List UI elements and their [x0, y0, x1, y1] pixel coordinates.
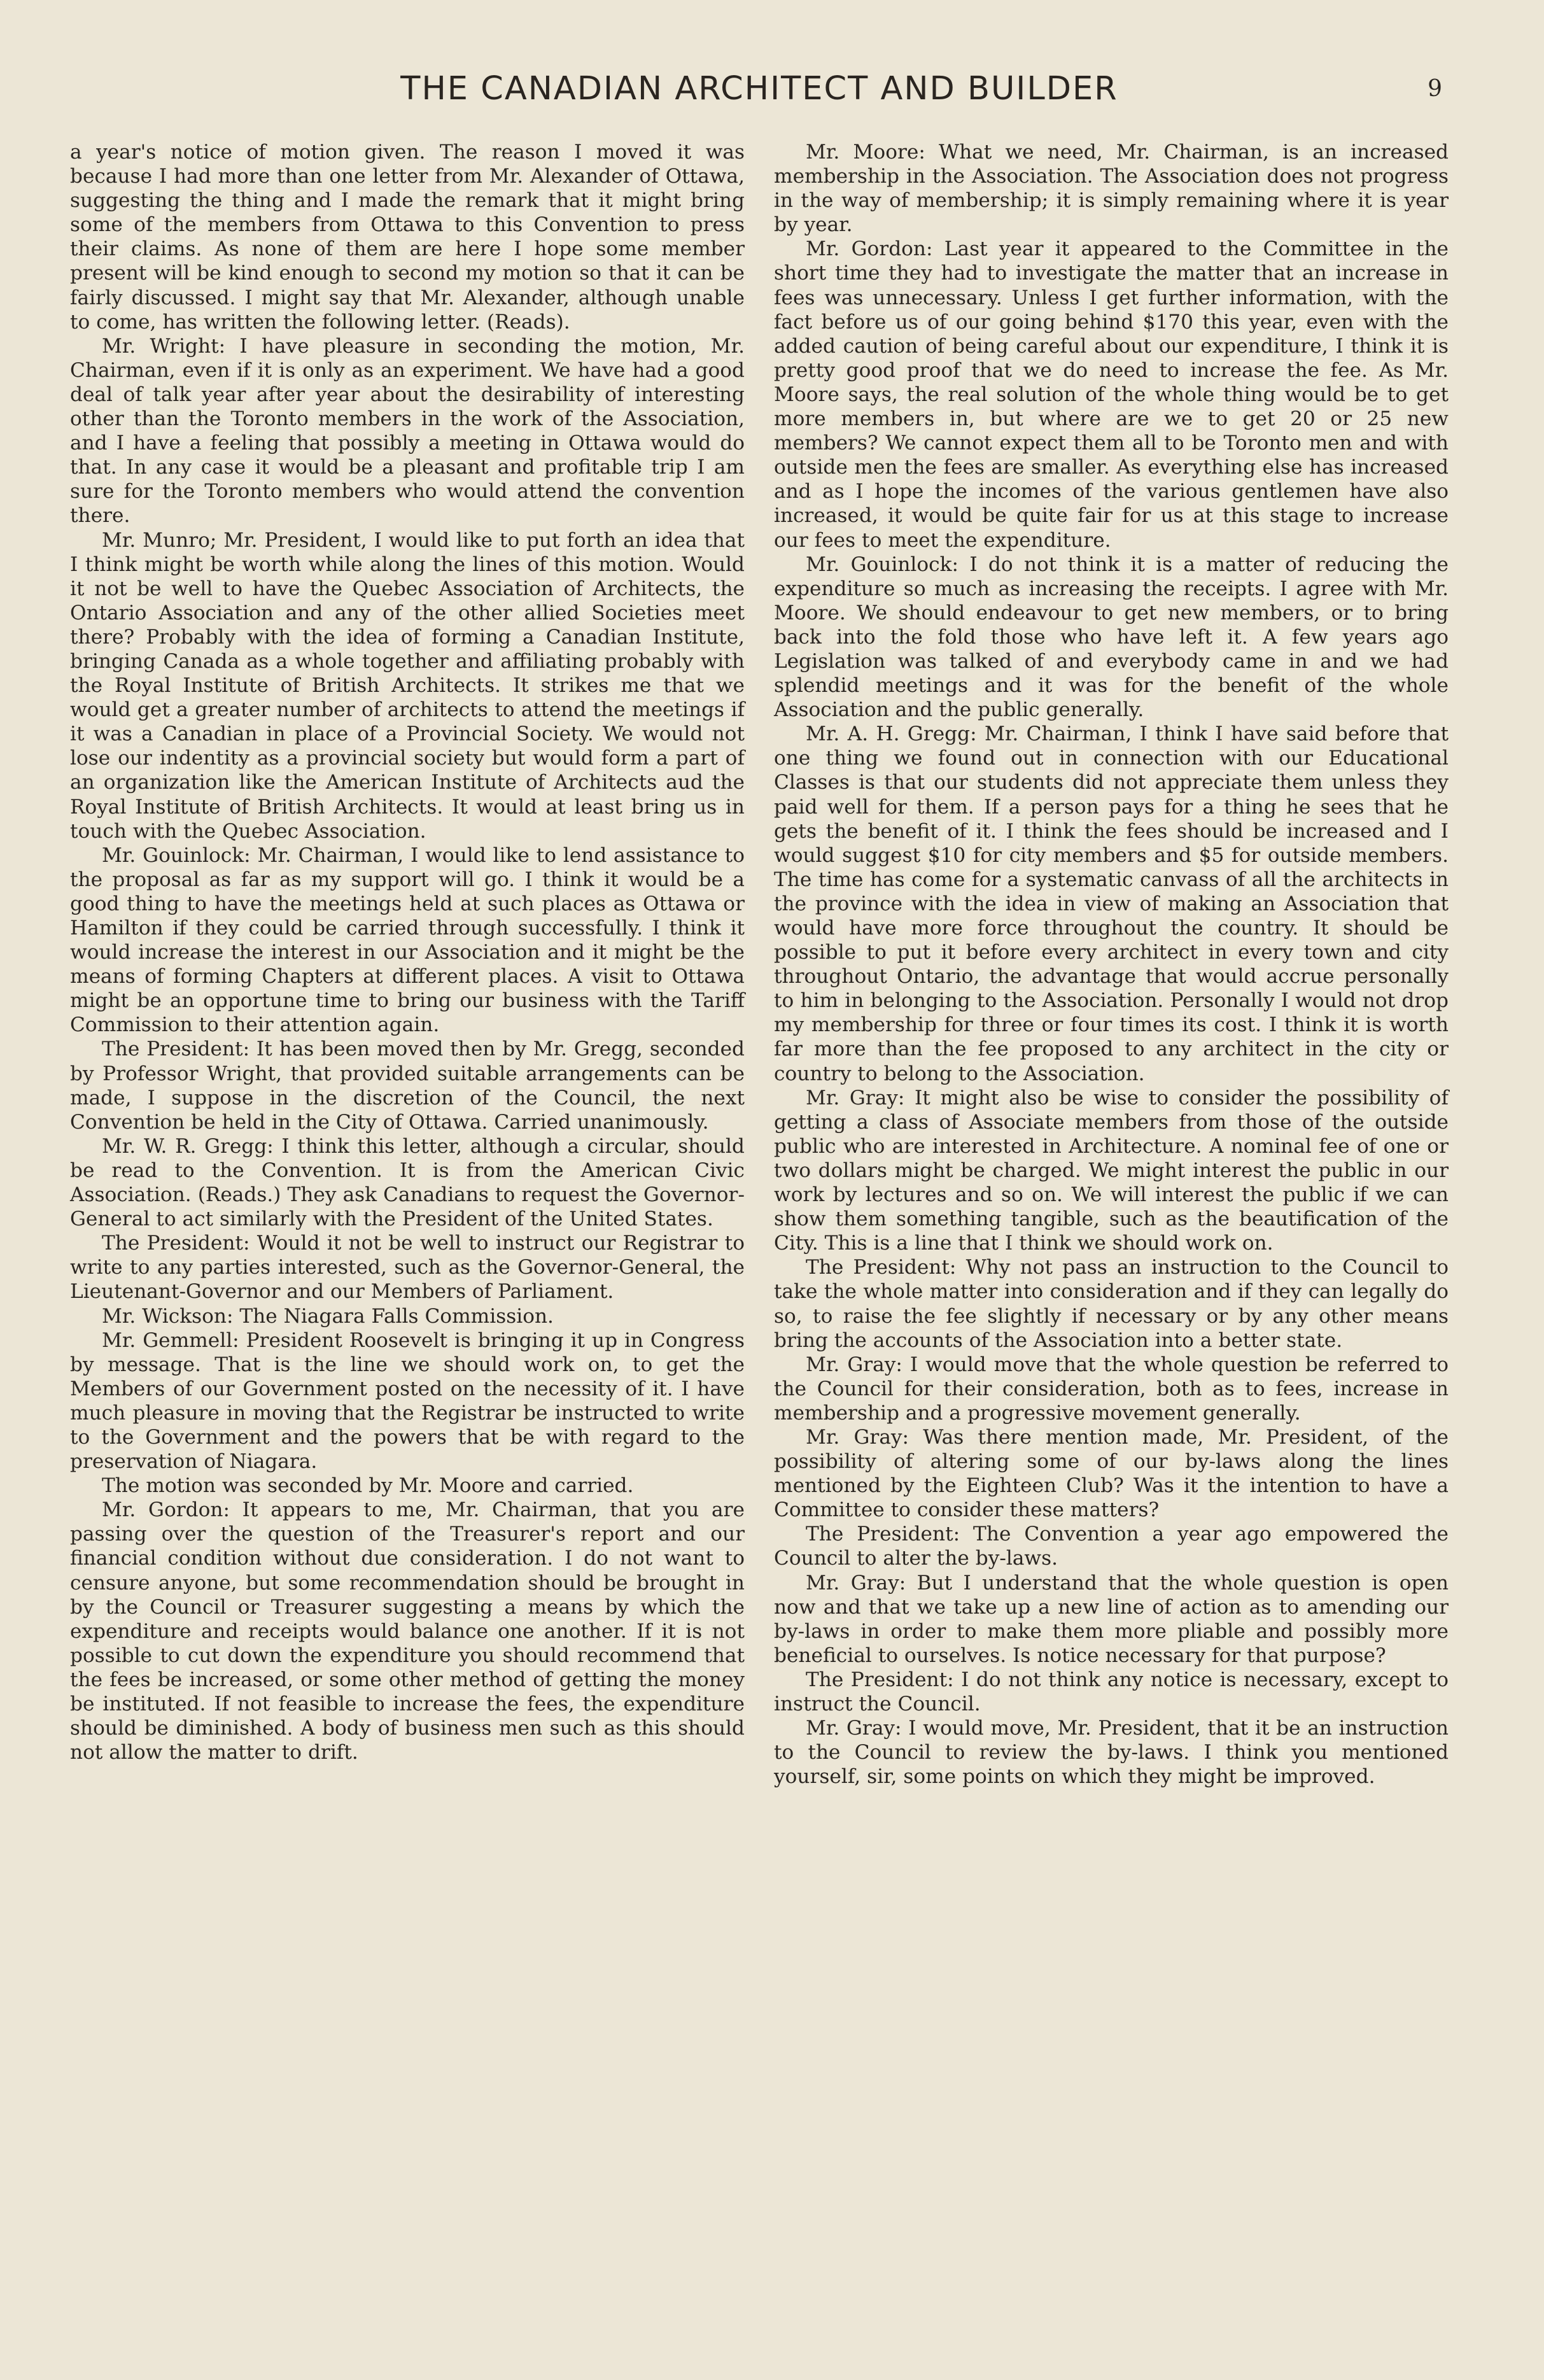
paragraph: a year's notice of motion given. The reason I moved it was because I had more than one letter from Mr. Alexander of Ottawa, suggesting the thing and I made the remark that it might bring some of the members from Ottawa to this Convention to press their claims. As none of them are here I hope some member present will be kind enough to second my motion so that it can be fairly discussed. I might say that Mr. Alexander, although unable to come, has written the following letter. (Reads). — [70, 141, 745, 334]
paragraph: The President: I do not think any notice is necessary, except to instruct the Council. — [774, 1668, 1449, 1715]
paragraph: Mr. Gordon: It appears to me, Mr. Chairman, that you are passing over the question of the Treasurer's report and our financial condition without due consideration. I do not want to censure anyone, but some recommendation should be brought in by the Council or Treasurer suggesting a means by which the expenditure and receipts would balance one another. If it is not possible to cut down the expenditure you should recommend that the fees be increased, or some other method of getting the money be instituted. If not feasible to increase the fees, the expenditure should be diminished. A body of business men such as this should not allow the matter to drift. — [70, 1498, 745, 1764]
paragraph: Mr. Moore: What we need, Mr. Chairman, is an increased membership in the Association. The Association does not progress in the way of membership; it is simply remaining where it is year by year. — [774, 141, 1449, 237]
paragraph: Mr. Gordon: Last year it appeared to the Committee in the short time they had to investigate the matter that an increase in fees was unnecessary. Unless I get further information, with the fact before us of our going behind $170 this year, even with the added caution of being careful about our expenditure, I think it is pretty good proof that we do need to increase the fee. As Mr. Moore says, the real solution of the whole thing would be to get more members in, but where are we to get 20 or 25 new members? We cannot expect them all to be Toronto men and with outside men the fees are smaller. As everything else has increased and as I hope the incomes of the various gentlemen have also increased, it would be quite fair for us at this stage to increase our fees to meet the expenditure. — [774, 237, 1449, 552]
paragraph: Mr. Wright: I have pleasure in seconding the motion, Mr. Chairman, even if it is only as an experiment. We have had a good deal of talk year after year about the desirability of interesting other than the Toronto members in the work of the Association, and I have a feeling that possibly a meeting in Ottawa would do that. In any case it would be a pleasant and profitable trip I am sure for the Toronto members who would attend the convention there. — [70, 334, 745, 528]
paragraph: The President: Would it not be well to instruct our Registrar to write to any parties interested, such as the Governor-General, the Lieutenant-Governor and our Members of Parliament. — [70, 1232, 745, 1304]
paragraph: Mr. Gouinlock: Mr. Chairman, I would like to lend assistance to the proposal as far as my support will go. I think it would be a good thing to have the meetings held at such places as Ottawa or Hamilton if they could be carried through successfully. I think it would increase the interest in our Association and it might be the means of forming Chapters at different places. A visit to Ottawa might be an opportune time to bring our business with the Tariff Commission to their attention again. — [70, 843, 745, 1037]
masthead — [70, 64, 1449, 115]
right-column — [774, 140, 1449, 1789]
paragraph: The President: It has been moved then by Mr. Gregg, seconded by Professor Wright, that provided suitable arrangements can be made, I suppose in the discretion of the Council, the next Convention be held in the City of Ottawa. Carried unanimously. — [70, 1038, 745, 1134]
paragraph: Mr. Gray: But I understand that the whole question is open now and that we take up a new line of action as to amending our by-laws in order to make them more pliable and possibly more beneficial to ourselves. Is notice necessary for that purpose? — [774, 1571, 1449, 1667]
paragraph: Mr. Gray: It might also be wise to consider the possibility of getting a class of Associate members from those of the outside public who are interested in Architecture. A nominal fee of one or two dollars might be charged. We might interest the public in our work by lectures and so on. We will interest the public if we can show them something tangible, such as the beautification of the City. This is a line that I think we should work on. — [774, 1086, 1449, 1255]
left-column — [70, 140, 745, 1789]
paragraph: Mr. Gray: Was there mention made, Mr. President, of the possibility of altering some of our by-laws along the lines mentioned by the Eighteen Club? Was it the intention to have a Committee to consider these matters? — [774, 1425, 1449, 1522]
journal-title: THE CANADIAN ARCHITECT AND BUILDER — [400, 70, 1118, 108]
paragraph: Mr. Gray: I would move, Mr. President, that it be an instruction to the Council to review the by-laws. I think you mentioned yourself, sir, some points on which they might be improved. — [774, 1717, 1449, 1789]
paragraph: Mr. W. R. Gregg: I think this letter, although a circular, should be read to the Convention. It is from the American Civic Association. (Reads.) They ask Canadians to request the Governor-General to act similarly with the President of the United States. — [70, 1134, 745, 1231]
paragraph: Mr. Munro; Mr. President, I would like to put forth an idea that I think might be worth while along the lines of this motion. Would it not be well to have the Quebec Association of Architects, the Ontario Association and any of the other allied Societies meet there? Probably with the idea of forming a Canadian Institute, bringing Canada as a whole together and affiliating probably with the Royal Institute of British Architects. It strikes me that we would get a greater number of architects to attend the meetings if it was a Canadian in place of a Provincial Society. We would not lose our indentity as a provincial society but would form a part of an organization like the American Institute of Architects aud the Royal Institute of British Architects. It would at least bring us in touch with the Quebec Association. — [70, 528, 745, 843]
paragraph: The motion was seconded by Mr. Moore and carried. — [102, 1474, 634, 1498]
paragraph: Mr. Gouinlock: I do not think it is a matter of reducing the expenditure so much as increasing the receipts. I agree with Mr. Moore. We should endeavour to get new members, or to bring back into the fold those who have left it. A few years ago Legislation was talked of and everybody came in and we had splendid meetings and it was for the benefit of the whole Association and the public generally. — [774, 553, 1449, 722]
paragraph: The President: The Convention a year ago empowered the Council to alter the by-laws. — [774, 1523, 1449, 1570]
paragraph: Mr. Gray: I would move that the whole question be referred to the Council for their consideration, both as to fees, increase in membership and a progressive movement generally. — [774, 1353, 1449, 1425]
page-number: 9 — [1428, 76, 1442, 102]
paragraph: The President: Why not pass an instruction to the Council to take the whole matter into consideration and if they can legally do so, to raise the fee slightly if necessary or by any other means bring the accounts of the Association into a better state. — [774, 1256, 1449, 1352]
paragraph: Mr. Wickson: The Niagara Falls Commission. — [102, 1304, 554, 1328]
paragraph: Mr. Gemmell: President Roosevelt is bringing it up in Congress by message. That is the line we should work on, to get the Members of our Government posted on the necessity of it. I have much pleasure in moving that the Registrar be instructed to write to the Government and the powers that be with regard to the preservation of Niagara. — [70, 1328, 745, 1474]
paragraph: Mr. A. H. Gregg: Mr. Chairman, I think I have said before that one thing we found out in connection with our Educational Classes is that our students did not appreciate them unless they paid well for them. If a person pays for a thing he sees that he gets the benefit of it. I think the fees should be increased and I would suggest $10 for city members and $5 for outside members. The time has come for a systematic canvass of all the architects in the province with the idea in view of making an Association that would have more force throughout the country. It should be possible to put it before every architect in every town and city throughout Ontario, the advantage that would accrue personally to him in belonging to the Association. Personally I would not drop my membership for three or four times its cost. I think it is worth far more than the fee proposed to any architect in the city or country to belong to the Association. — [774, 722, 1449, 1085]
text-columns — [70, 140, 1449, 1789]
